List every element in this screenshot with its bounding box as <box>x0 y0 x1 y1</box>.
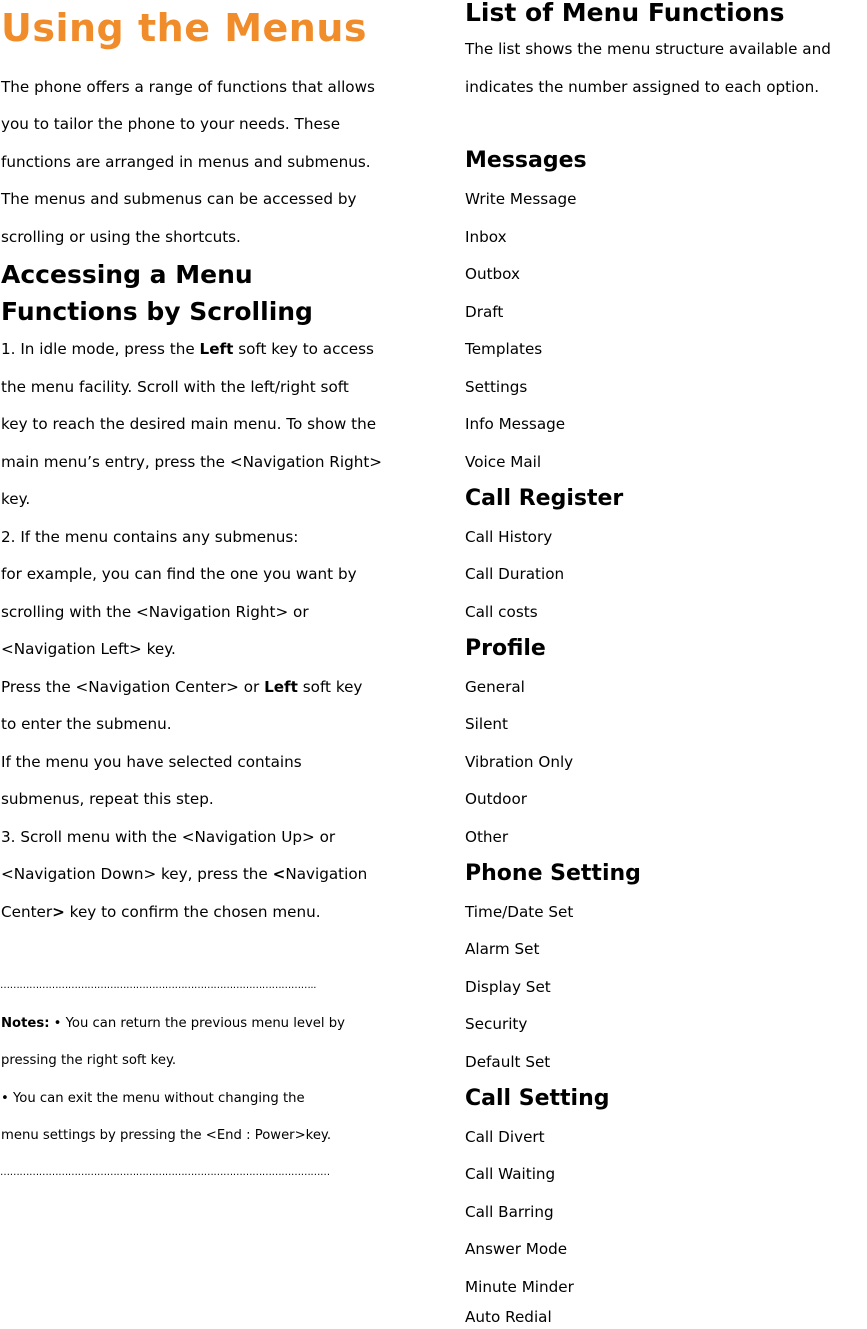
section-profile: Profile <box>465 636 546 661</box>
step-2-line: scrolling with the <Navigation Right> or <box>1 603 309 621</box>
menu-item: Call Divert <box>465 1128 545 1146</box>
section-phone-setting: Phone Setting <box>465 861 641 886</box>
menu-item: Inbox <box>465 228 507 246</box>
page-title: Using the Menus <box>1 6 368 50</box>
notes-line: pressing the right soft key. <box>1 1053 177 1068</box>
menu-list-title: List of Menu Functions <box>465 0 785 27</box>
step-1-line: the menu facility. Scroll with the left/right soft <box>1 378 349 396</box>
menu-item: Call costs <box>465 603 538 621</box>
menu-item: Auto Redial <box>465 1308 552 1326</box>
intro-line: The menus and submenus can be accessed by <box>1 190 357 208</box>
menu-item: Alarm Set <box>465 940 540 958</box>
menu-item: Display Set <box>465 978 551 996</box>
menu-item: Minute Minder <box>465 1278 574 1296</box>
menu-item: Settings <box>465 378 528 396</box>
notes-line: • You can exit the menu without changing the <box>1 1091 305 1106</box>
intro-line: functions are arranged in menus and submenus. <box>1 153 371 171</box>
menu-list-intro: indicates the number assigned to each option. <box>465 78 820 96</box>
intro-line: The phone offers a range of functions that allows <box>1 78 375 96</box>
press-line: submenus, repeat this step. <box>1 790 214 808</box>
menu-item: Outbox <box>465 265 520 283</box>
intro-line: you to tailor the phone to your needs. These <box>1 115 341 133</box>
step-3-line: Center> key to confirm the chosen menu. <box>1 903 321 921</box>
menu-item: Default Set <box>465 1053 551 1071</box>
step-1-line: 1. In idle mode, press the Left soft key to access <box>1 340 374 358</box>
menu-item: Write Message <box>465 190 577 208</box>
step-3-line: <Navigation Down> key, press the <Navigation <box>1 865 368 883</box>
step-2-line: <Navigation Left> key. <box>1 640 176 658</box>
notes-line: Notes: • You can return the previous menu level by <box>1 1016 345 1031</box>
section-call-register: Call Register <box>465 486 624 511</box>
menu-item: Security <box>465 1015 528 1033</box>
step-1-line: main menu’s entry, press the <Navigation Right> <box>1 453 383 471</box>
menu-item: Info Message <box>465 415 566 433</box>
step-1-line: key. <box>1 490 31 508</box>
menu-item: Silent <box>465 715 509 733</box>
press-line: to enter the submenu. <box>1 715 172 733</box>
menu-item: Call Duration <box>465 565 565 583</box>
press-line: If the menu you have selected contains <box>1 753 302 771</box>
notes-line: menu settings by pressing the <End : Power>key. <box>1 1128 332 1143</box>
section-messages: Messages <box>465 148 587 173</box>
menu-item: Other <box>465 828 509 846</box>
step-3-line: 3. Scroll menu with the <Navigation Up> or <box>1 828 336 846</box>
menu-item: Call Barring <box>465 1203 554 1221</box>
step-1-line: key to reach the desired main menu. To show the <box>1 415 377 433</box>
section-heading: Functions by Scrolling <box>1 297 313 326</box>
menu-item: Voice Mail <box>465 453 542 471</box>
menu-item: Time/Date Set <box>465 903 574 921</box>
step-2-line: for example, you can find the one you want by <box>1 565 357 583</box>
menu-item: Vibration Only <box>465 753 574 771</box>
dotted-divider: …………………………………………………………………………………….. <box>0 980 317 991</box>
section-call-setting: Call Setting <box>465 1086 610 1111</box>
menu-item: General <box>465 678 525 696</box>
press-line: Press the <Navigation Center> or Left soft key <box>1 678 363 696</box>
menu-item: Call History <box>465 528 553 546</box>
menu-item: Outdoor <box>465 790 528 808</box>
intro-line: scrolling or using the shortcuts. <box>1 228 241 246</box>
menu-list-intro: The list shows the menu structure available and <box>465 40 831 58</box>
step-2-line: 2. If the menu contains any submenus: <box>1 528 299 546</box>
dotted-divider: ………………………………………………………………………………………… <box>0 1167 330 1178</box>
section-heading: Accessing a Menu <box>1 260 253 289</box>
menu-item: Call Waiting <box>465 1165 556 1183</box>
menu-item: Answer Mode <box>465 1240 568 1258</box>
menu-item: Draft <box>465 303 504 321</box>
menu-item: Templates <box>465 340 543 358</box>
